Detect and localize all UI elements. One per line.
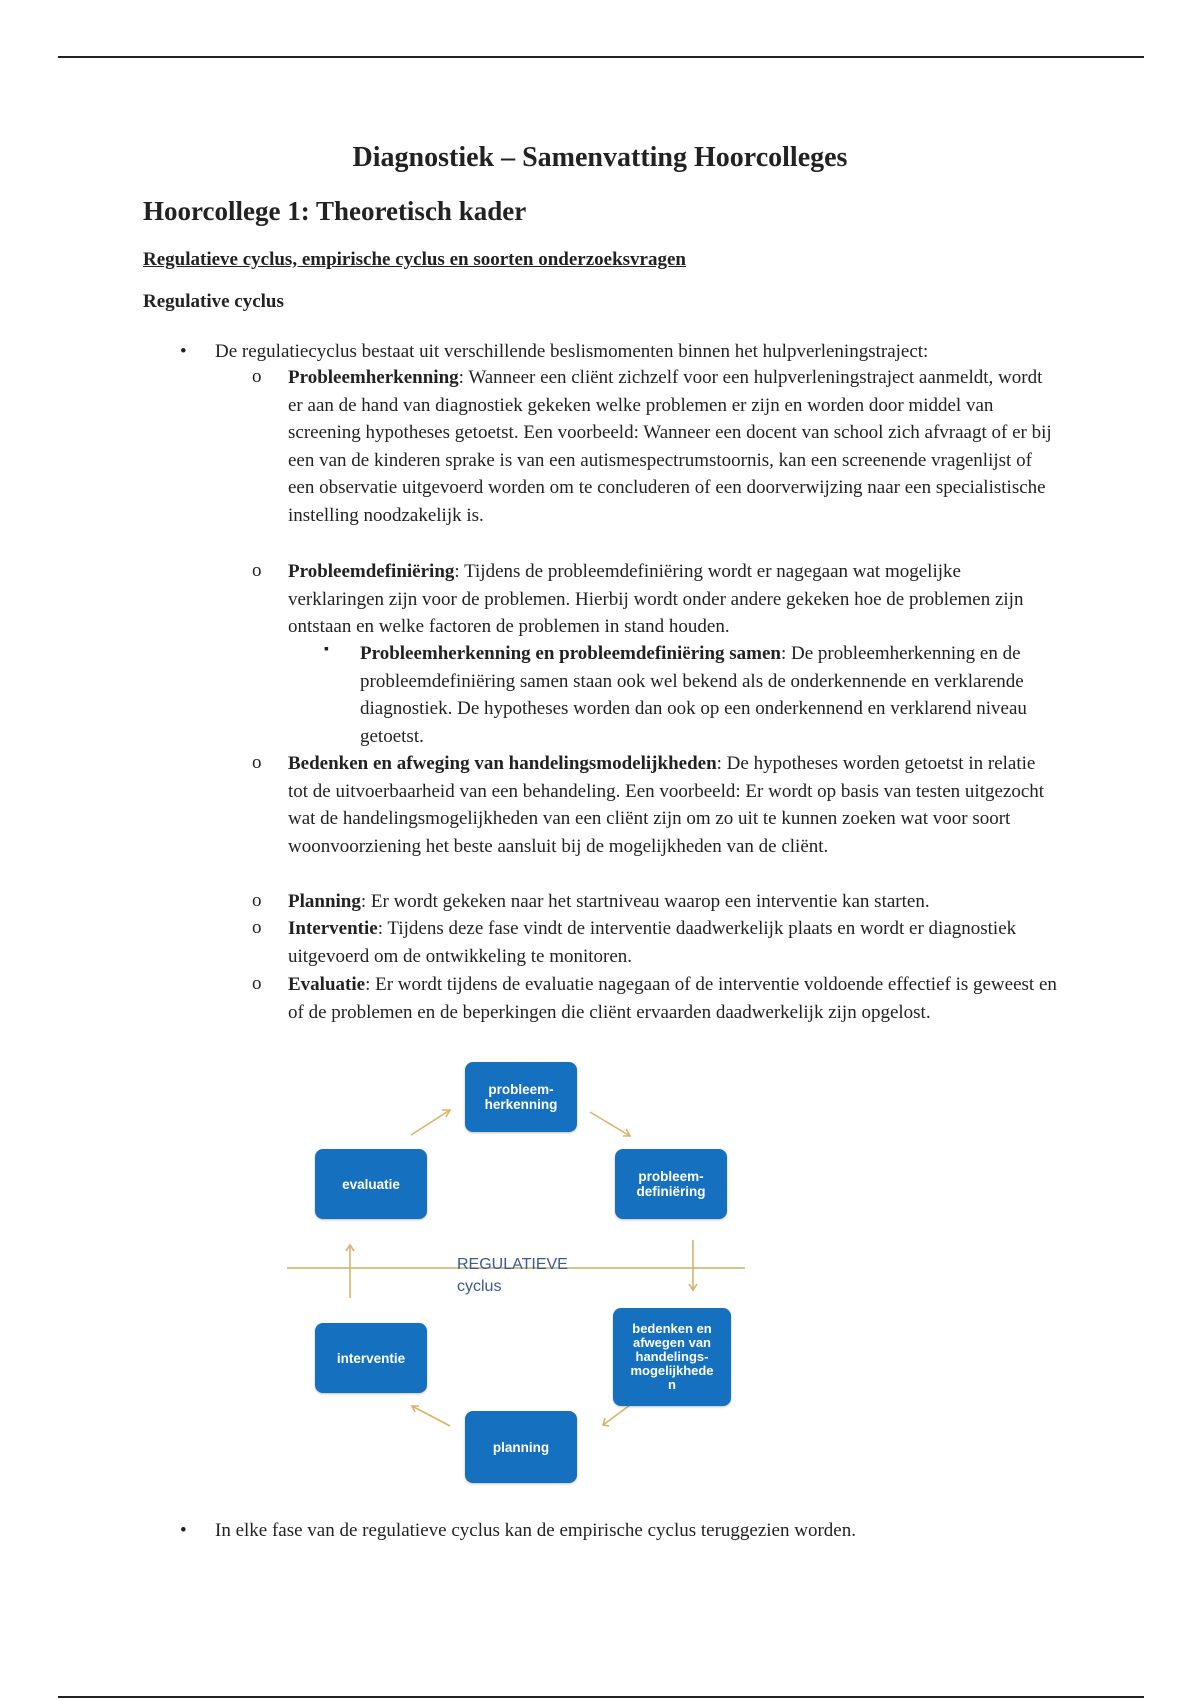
subsection-heading: Regulative cyclus xyxy=(143,291,284,312)
bullet-icon: • xyxy=(180,341,187,362)
circle-bullet-icon: o xyxy=(252,890,262,911)
regulatieve-cyclus-diagram xyxy=(285,1060,745,1490)
item-text: : Tijdens deze fase vindt de interventie daadwerkelijk plaats en wordt er diagnostiek uitgevoerd om de ontwikkeling te monitoren. xyxy=(288,918,1017,967)
item-text: : Er wordt tijdens de evaluatie nagegaan of de interventie voldoende effectief is geweest en of de problemen en de beperkingen die cliënt ervaarden daadwerkelijk zijn opgelost. xyxy=(288,974,1057,1023)
circle-bullet-icon: o xyxy=(252,752,262,773)
intro-bullet-text: De regulatiecyclus bestaat uit verschillende beslismomenten binnen het hulpverleningstraject: xyxy=(215,341,929,362)
arrow-icon xyxy=(412,1406,450,1426)
cycle-label-title: REGULATIEVE xyxy=(457,1256,568,1273)
arrow-icon xyxy=(411,1110,450,1135)
item-term: Probleemherkenning xyxy=(288,367,459,388)
item-text: : Wanneer een cliënt zichzelf voor een hulpverleningstraject aanmeldt, wordt er aan de hand van diagnostiek gekeken welke problemen er zijn en worden door middel van screening hypotheses getoetst. Een voorbeeld: Wanneer een docent van school zich afvraagt of er bij een van de kinderen sprake is van een autismespectrumstoornis, kan een screenende vragenlijst of een observatie uitgevoerd worden om te concluderen of een doorverwijzing naar een specialistische instelling noodzakelijk is. xyxy=(288,367,1052,526)
node-planning: planning xyxy=(465,1411,577,1483)
circle-bullet-icon: o xyxy=(252,917,262,938)
item-term: Probleemdefiniëring xyxy=(288,561,455,582)
node-bedenken-afwegen: bedenken en afwegen van handelings- mogelijkhede n xyxy=(613,1308,731,1406)
section-heading: Regulatieve cyclus, empirische cyclus en soorten onderzoeksvragen xyxy=(143,249,686,270)
top-rule xyxy=(58,56,1144,58)
document-title: Diagnostiek – Samenvatting Hoorcolleges xyxy=(352,142,848,173)
item-term: Bedenken en afweging van handelingsmodelijkheden xyxy=(288,753,717,774)
circle-bullet-icon: o xyxy=(252,366,262,387)
item-term: Planning xyxy=(288,891,361,912)
cycle-label-subtitle: cyclus xyxy=(457,1278,502,1295)
node-evaluatie: evaluatie xyxy=(315,1149,427,1219)
item-term: Interventie xyxy=(288,918,378,939)
item-term: Probleemherkenning en probleemdefiniëring samen xyxy=(360,643,781,664)
node-interventie: interventie xyxy=(315,1323,427,1393)
node-probleemherkenning: probleem- herkenning xyxy=(465,1062,577,1132)
item-text: : De probleemherkenning en de probleemdefiniëring samen staan ook wel bekend als de onderkennende en verklarende diagnostiek. De hypotheses worden dan ook op een onderkennend en verklarend niveau getoetst. xyxy=(360,643,1027,747)
closing-bullet-text: In elke fase van de regulatieve cyclus kan de empirische cyclus teruggezien worden. xyxy=(215,1520,856,1541)
list-item xyxy=(288,915,1058,970)
list-item xyxy=(360,640,1060,750)
bullet-icon: • xyxy=(180,1520,187,1541)
square-bullet-icon: ▪ xyxy=(324,642,329,657)
item-text: : De hypotheses worden getoetst in relatie tot de uitvoerbaarheid van een behandeling. Een voorbeeld: Er wordt op basis van testen uitgezocht wat de handelingsmogelijkheden van een cliënt zijn om zo uit te kunnen zoeken wat voor soort woonvoorziening het beste aansluit bij de mogelijkheden van de cliënt. xyxy=(288,753,1045,857)
bottom-rule xyxy=(58,1696,1144,1698)
list-item xyxy=(288,364,1058,529)
node-probleemdefiniering: probleem- definiëring xyxy=(615,1149,727,1219)
lecture-heading: Hoorcollege 1: Theoretisch kader xyxy=(143,196,527,226)
list-item xyxy=(288,750,1058,860)
circle-bullet-icon: o xyxy=(252,560,262,581)
list-item xyxy=(288,558,1058,641)
list-item xyxy=(288,888,1058,916)
list-item xyxy=(288,971,1058,1026)
item-term: Evaluatie xyxy=(288,974,366,995)
item-text: : Tijdens de probleemdefiniëring wordt er nagegaan wat mogelijke verklaringen zijn voor de problemen. Hierbij wordt onder andere gekeken hoe de problemen zijn ontstaan en welke factoren de problemen in stand houden. xyxy=(288,561,1024,637)
circle-bullet-icon: o xyxy=(252,973,262,994)
item-text: : Er wordt gekeken naar het startniveau waarop een interventie kan starten. xyxy=(360,891,930,912)
arrow-icon xyxy=(603,1405,630,1425)
arrow-icon xyxy=(590,1112,630,1136)
